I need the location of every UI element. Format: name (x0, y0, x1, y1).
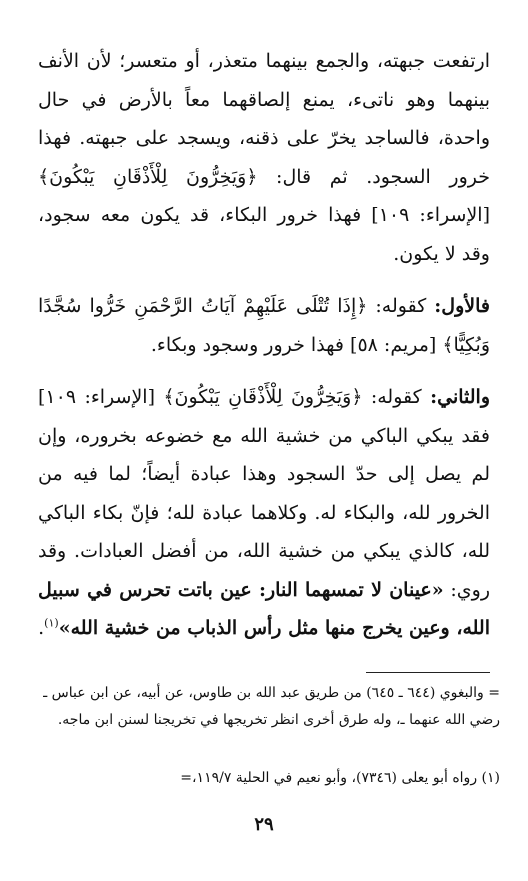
paragraph-3 (38, 378, 490, 648)
paragraph-2 (38, 287, 490, 364)
footnote-marker: (١) (44, 616, 59, 630)
footnote-continuation: = والبغوي (٦٤٤ ـ ٦٤٥) من طريق عبد الله بن طاوس، عن أبيه، عن ابن عباس ـ رضي الله عنهما ـ، وله طرق أخرى انظر تخريجها في تخريجنا لسنن ابن ماجه. (43, 685, 500, 728)
footnote-divider (366, 672, 490, 673)
footnote-1: (١) رواه أبو يعلى (٧٣٤٦)، وأبو نعيم في الحلية ١١٩/٧،= (180, 770, 500, 786)
paragraph-2-label: فالأول: (434, 295, 490, 317)
page-number: ٢٩ (254, 814, 274, 835)
paragraph-3-end: . (38, 617, 45, 639)
paragraph-1: ارتفعت جبهته، والجمع بينهما متعذر، أو متعسر؛ لأن الأنف بينهما وهو ناتىء، يمنع إلصاقهما معاً بالأرض في حال واحدة، فالساجد يخرّ على ذقنه، ويسجد على جبهته. فهذا خرور السجود. ثم قال: ﴿وَيَخِرُّونَ لِلْأَذْقَانِ يَبْكُونَ﴾ [الإسراء: ١٠٩] فهذا خرور البكاء، قد يكون معه سجود، وقد لا يكون. (38, 50, 490, 265)
main-text (38, 42, 490, 648)
paragraph-2-text: كقوله: ﴿إِذَا تُتْلَى عَلَيْهِمْ آيَاتُ الرَّحْمَنِ خَرُّوا سُجَّدًا وَبُكِيًّا﴾ [مريم: ٥٨] فهذا خرور وسجود وبكاء. (38, 295, 490, 356)
paragraph-3-label: والثاني: (430, 386, 490, 408)
paragraph-3-text: كقوله: ﴿وَيَخِرُّونَ لِلْأَذْقَانِ يَبْكُونَ﴾ [الإسراء: ١٠٩] فقد يبكي الباكي من خشية الله مع خضوعه بخروره، وإن لم يصل إلى حدّ السجود وهذا عبادة أيضاً؛ لما فيه من الخرور لله، والبكاء له. وكلاهما عبادة لله؛ فإنّ بكاء الباكي لله، كالذي يبكي من خشية الله، من أفضل العبادات. وقد روي: (38, 386, 491, 601)
hadith-quote: «عينان لا تمسهما النار: عين باتت تحرس في سبيل الله، وعين يخرج منها مثل رأس الذباب من خشية الله» (38, 578, 490, 639)
